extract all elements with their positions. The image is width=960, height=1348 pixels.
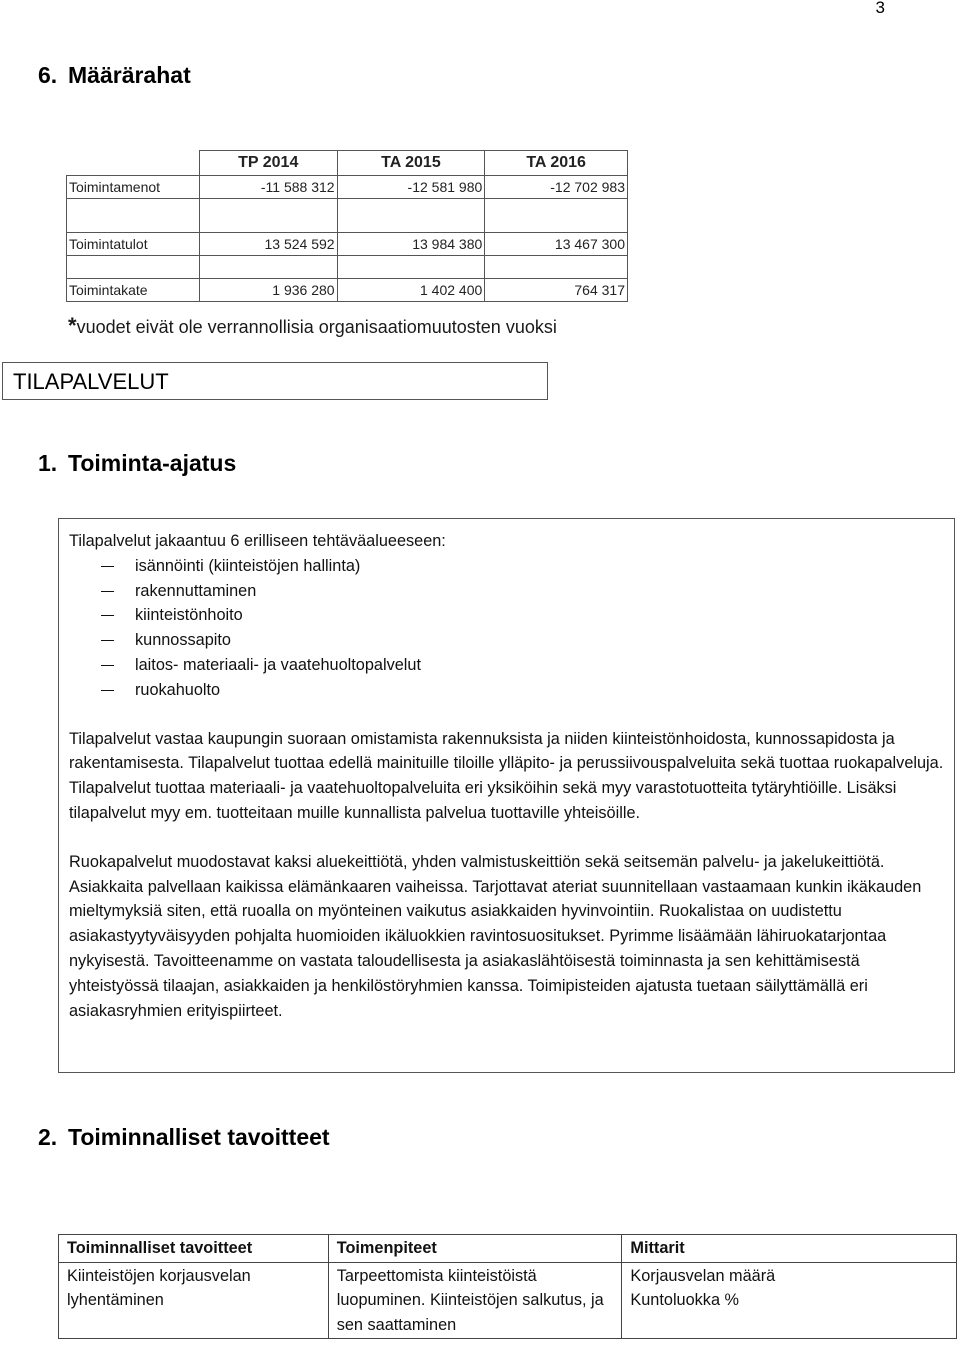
section-heading-goals [38,1124,330,1151]
row-label [67,199,200,233]
row-label [67,256,200,279]
cell-value: 13 524 592 [199,233,337,256]
section-title: Toiminnalliset tavoitteet [68,1124,330,1150]
actions-cell: Tarpeettomista kiinteistöistä luopuminen. Kiinteistöjen salkutus, ja sen saattaminen [328,1262,622,1339]
list-item [69,678,944,703]
goals-header-actions: Toimenpiteet [328,1235,622,1263]
metrics-cell [622,1262,957,1339]
dash-bullet-icon [101,615,114,616]
list-item-text: ruokahuolto [135,680,221,699]
table-row [67,279,628,302]
list-item [69,628,944,653]
section-number: 6. [38,62,58,88]
cell-value [199,199,337,233]
goals-table [58,1234,957,1339]
table-row-empty [67,199,628,233]
cell-value [199,256,337,279]
cell-value: 1 402 400 [337,279,485,302]
purpose-paragraph-facilities: Tilapalvelut vastaa kaupungin suoraan omistamista rakennuksista ja niiden kiinteistönhoidosta, kunnossapidosta ja rakentamisesta. Tilapalvelut tuottaa edellä mainituille tiloille ylläpito- ja perussiivouspalveluita sekä tuottaa ruokapalveluja. Tilapalvelut tuottaa materiaali- ja vaatehuoltopalveluita eri yksiköihin sekä myy varastotuotteita tytäryhtiöille. Lisäksi tilapalvelut myy em. tuotteitaan muille kunnallista palvelua tuottaville yhteisöille. [69,729,944,822]
budget-header-ta2016: TA 2016 [485,151,628,176]
unit-name: TILAPALVELUT [13,369,169,394]
table-row-empty [67,256,628,279]
cell-value: -11 588 312 [199,176,337,199]
purpose-box [58,518,955,1073]
table-row [67,176,628,199]
metric-item: Kuntoluokka % [630,1291,740,1309]
dash-bullet-icon [101,690,114,691]
goals-header-goals: Toiminnalliset tavoitteet [59,1235,329,1263]
budget-header-empty [67,151,200,176]
section-number: 2. [38,1124,58,1150]
dash-bullet-icon [101,665,114,666]
row-label: Toimintatulot [67,233,200,256]
list-item [69,554,944,579]
goals-header-row [59,1235,957,1263]
list-item [69,653,944,678]
list-item [69,579,944,604]
cell-value [485,256,628,279]
goals-header-metrics: Mittarit [622,1235,957,1263]
cell-value: 1 936 280 [199,279,337,302]
section-heading-appropriations [38,62,191,89]
goal-cell: Kiinteistöjen korjausvelan lyhentäminen [59,1262,329,1339]
list-item-text: rakennuttaminen [135,581,257,600]
cell-value [485,199,628,233]
section-number: 1. [38,450,58,476]
purpose-paragraph-food-services: Ruokapalvelut muodostavat kaksi aluekeittiötä, yhden valmistuskeittiön sekä seitsemän palvelu- ja jakelukeittiötä. Asiakkaita palvellaan kaikissa elämänkaaren vaiheissa. Tarjottavat ateriat suunnitellaan vastaamaan kunkin ikäkauden mieltymyksiä siten, että ruoalla on myönteinen vaikutus asiakkaiden hyvinvointiin. Ruokalistaa on uudistettu asiakastyytyväisyyden pohjalta huomioiden ikäluokkien ravintosuositukset. Pyrimme lisäämään lähiruokatarjontaa nykyisestä. Tavoitteenamme on vastata taloudellisesta ja asiakaslähtöisestä toiminnasta ja sen kehittämisestä yhteistyössä tilaajan, asiakkaiden ja henkilöstöryhmien kanssa. Toimipisteiden ajatusta tuetaan säilyttämällä eri asiakasryhmien erityispiirteet. [69,852,922,1020]
cell-value: -12 581 980 [337,176,485,199]
budget-header-tp2014: TP 2014 [199,151,337,176]
cell-value: 13 984 380 [337,233,485,256]
cell-value: 764 317 [485,279,628,302]
cell-value [337,256,485,279]
note-text: vuodet eivät ole verrannollisia organisaatiomuutosten vuoksi [76,317,557,337]
cell-value: 13 467 300 [485,233,628,256]
dash-bullet-icon [101,640,114,641]
list-item-text: kiinteistönhoito [135,606,243,625]
section-title: Toiminta-ajatus [68,450,237,476]
note-asterisk: * [68,313,77,338]
budget-header-ta2015: TA 2015 [337,151,485,176]
section-title: Määrärahat [68,62,191,88]
list-item-text: laitos- materiaali- ja vaatehuoltopalvelut [135,655,421,674]
dash-bullet-icon [101,566,114,567]
cell-value: -12 702 983 [485,176,628,199]
page-number: 3 [875,0,885,17]
list-item-text: isännöinti (kiinteistöjen hallinta) [135,556,361,575]
list-item-text: kunnossapito [135,631,231,650]
dash-bullet-icon [101,591,114,592]
list-item [69,603,944,628]
cell-value [337,199,485,233]
task-area-list [69,554,944,703]
metric-item: Korjausvelan määrä [630,1266,776,1285]
budget-note [68,313,557,339]
unit-name-box [2,362,548,400]
purpose-intro: Tilapalvelut jakaantuu 6 erilliseen tehtäväalueeseen: [69,532,446,550]
row-label: Toimintamenot [67,176,200,199]
budget-table [66,150,628,302]
row-label: Toimintakate [67,279,200,302]
section-heading-purpose [38,450,236,477]
table-row [67,233,628,256]
table-row [59,1262,957,1339]
budget-header-row [67,151,628,176]
